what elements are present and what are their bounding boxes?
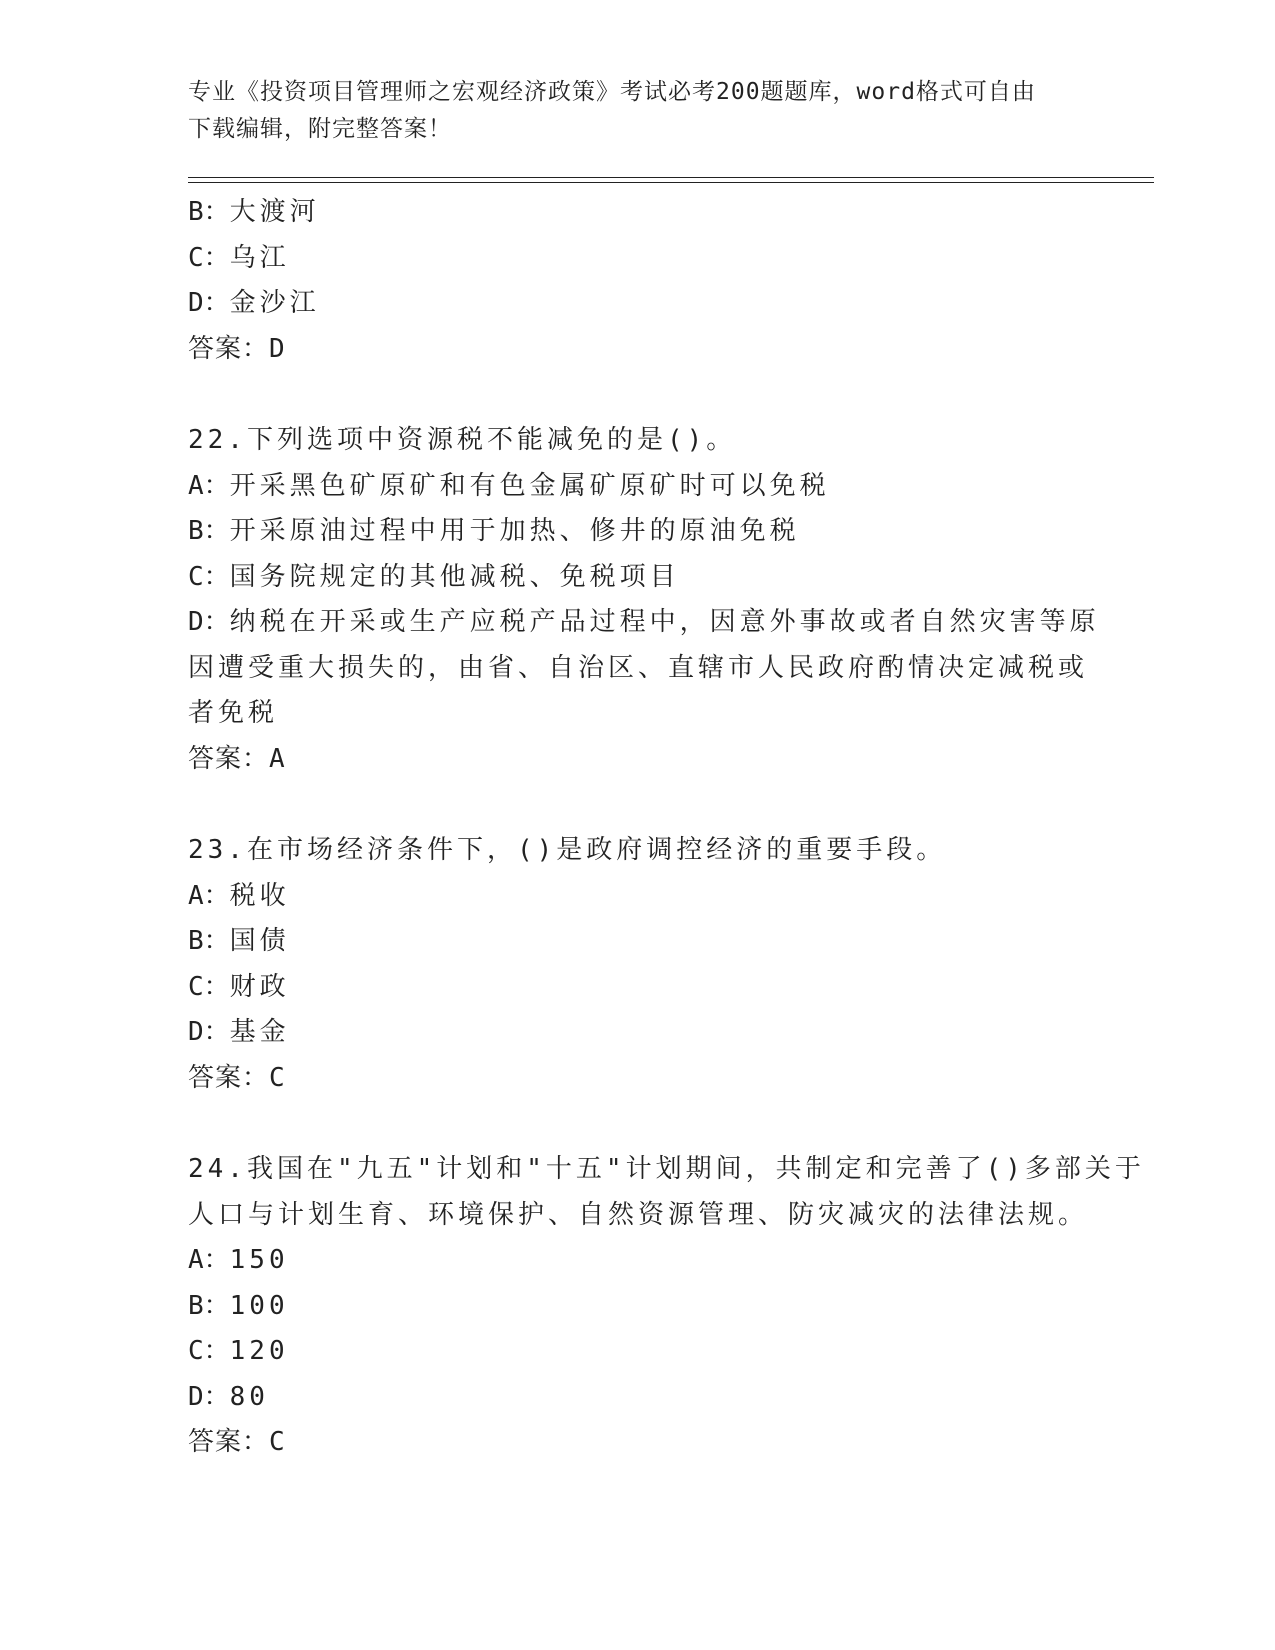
option-a: A：税收 [188,880,290,911]
option-d: D：纳税在开采或生产应税产品过程中，因意外事故或者自然灾害等原 [188,607,1100,637]
header-line-2: 下载编辑，附完整答案！ [188,116,452,142]
option-d-continued-2: 者免税 [188,698,279,728]
option-c: C：财政 [188,971,290,1002]
question-stem: 22.下列选项中资源税不能减免的是()。 [188,425,737,455]
question-23 [188,828,1088,1101]
option-a: A：开采黑色矿原矿和有色金属矿原矿时可以免税 [188,470,830,501]
answer-line: 答案：C [188,1427,286,1457]
question-21-continued [188,190,1088,372]
answer-line: 答案：C [188,1062,286,1093]
question-24 [188,1147,1145,1466]
option-b: B：开采原油过程中用于加热、修井的原油免税 [188,516,800,546]
question-stem: 23.在市场经济条件下，()是政府调控经济的重要手段。 [188,835,947,865]
option-d-continued-1: 因遭受重大损失的，由省、自治区、直辖市人民政府酌情决定减税或 [188,652,1089,683]
header-rule-bottom [188,182,1154,183]
document-header [188,74,1068,148]
option-d: D：80 [188,1381,269,1412]
option-a: A：150 [188,1245,289,1275]
option-b: B：国债 [188,926,290,956]
answer-line: 答案：D [188,333,286,364]
header-rule-top [188,177,1154,178]
answer-line: 答案：A [188,743,286,774]
option-d: D：金沙江 [188,288,320,318]
header-line-1: 专业《投资项目管理师之宏观经济政策》考试必考200题题库，word格式可自由 [188,79,1036,105]
option-c: C：120 [188,1336,289,1366]
option-c: C：乌江 [188,242,290,273]
question-stem-line-1: 24.我国在"九五"计划和"十五"计划期间，共制定和完善了()多部关于 [188,1154,1145,1184]
document-body [188,190,1145,1466]
option-d: D：基金 [188,1017,290,1047]
option-c: C：国务院规定的其他减税、免税项目 [188,561,680,592]
option-b: B：大渡河 [188,197,320,227]
option-b: B：100 [188,1290,289,1321]
question-stem-line-2: 人口与计划生育、环境保护、自然资源管理、防灾减灾的法律法规。 [188,1199,1089,1230]
question-22 [188,418,1100,782]
